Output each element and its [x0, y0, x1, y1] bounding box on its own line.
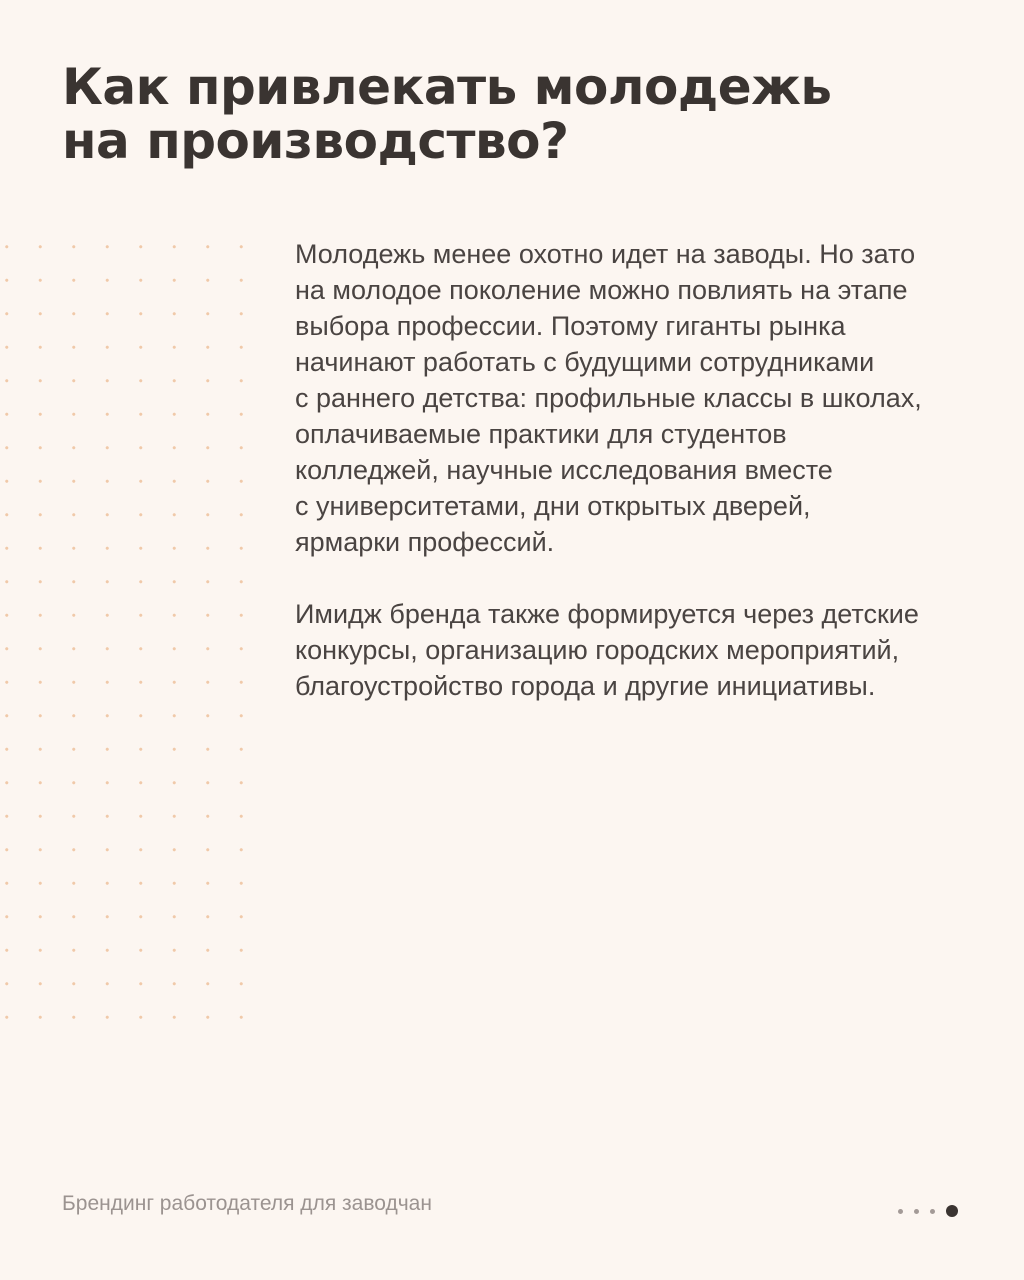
page-dot	[914, 1209, 919, 1214]
title-line: на производство?	[62, 112, 569, 170]
page-dot	[930, 1209, 935, 1214]
paragraph-brand-image	[295, 596, 995, 704]
paragraph-line: Молодежь менее охотно идет на заводы. Но зато	[295, 239, 916, 269]
paragraph-line: конкурсы, организацию городских мероприятий,	[295, 635, 900, 665]
page-dot	[898, 1209, 903, 1214]
title-line: Как привлекать молодежь	[62, 58, 832, 116]
paragraph-line: на молодое поколение можно повлиять на этапе	[295, 275, 908, 305]
paragraph-line: Имидж бренда также формируется через детские	[295, 599, 919, 629]
paragraph-line: с раннего детства: профильные классы в школах,	[295, 383, 922, 413]
footer-caption: Брендинг работодателя для заводчан	[62, 1192, 432, 1215]
paragraph-line: благоустройство города и другие инициативы.	[295, 671, 876, 701]
dot-pattern-decoration	[0, 230, 250, 1040]
paragraph-youth	[295, 236, 995, 560]
paragraph-line: выбора профессии. Поэтому гиганты рынка	[295, 311, 846, 341]
page-dot-active	[946, 1205, 958, 1217]
paragraph-line: колледжей, научные исследования вместе	[295, 455, 833, 485]
paragraph-line: с университетами, дни открытых дверей,	[295, 491, 811, 521]
body-text	[295, 236, 995, 740]
pagination-indicator	[898, 1205, 958, 1217]
paragraph-line: начинают работать с будущими сотрудниками	[295, 347, 875, 377]
page-title	[62, 60, 962, 168]
paragraph-line: оплачиваемые практики для студентов	[295, 419, 787, 449]
paragraph-line: ярмарки профессий.	[295, 527, 555, 557]
